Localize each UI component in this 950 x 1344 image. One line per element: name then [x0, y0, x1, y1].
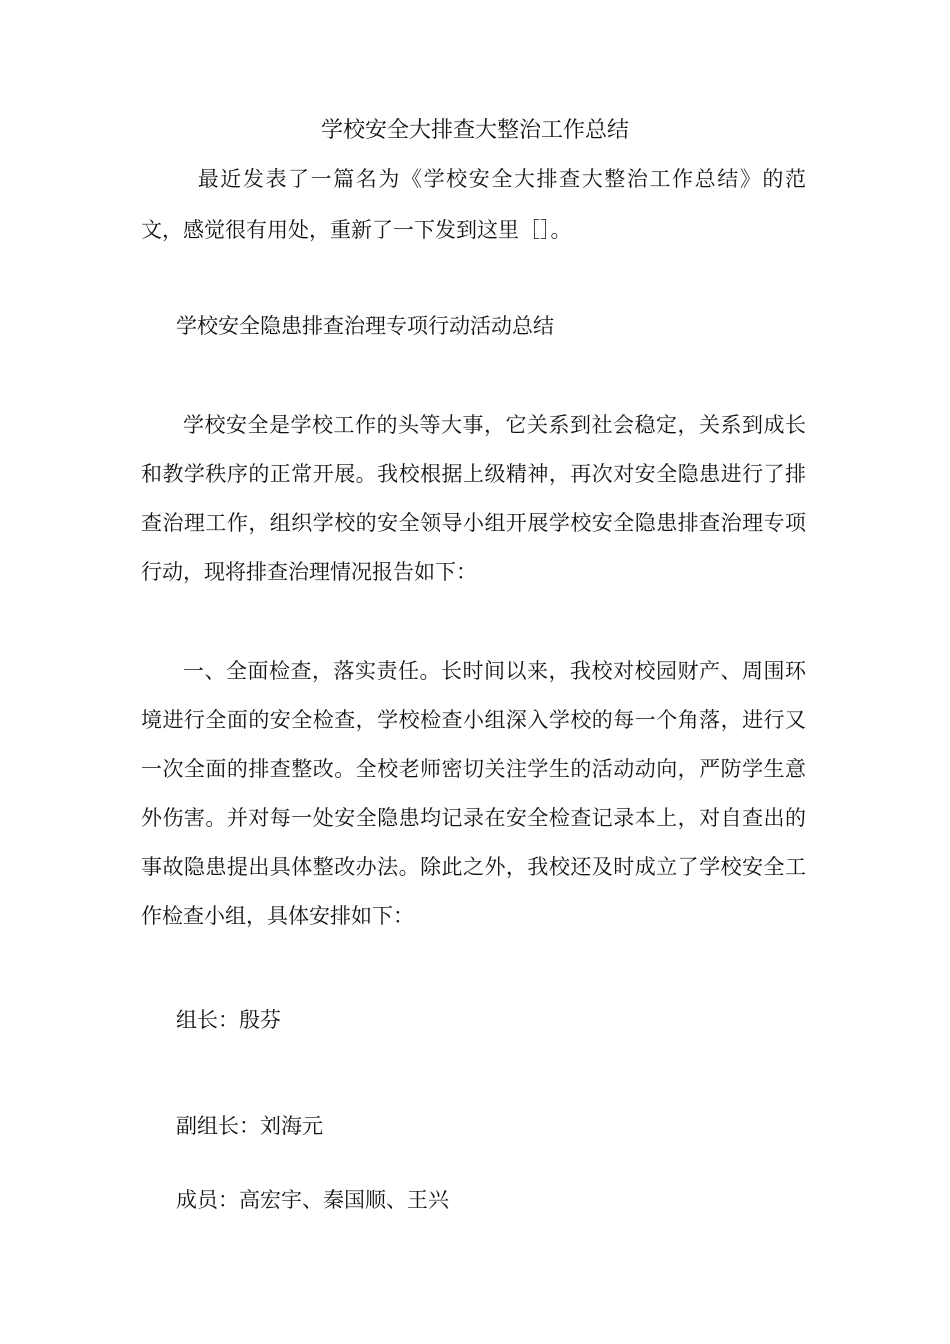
members-line: 成员：高宏宇、秦国顺、王兴 [176, 1188, 449, 1212]
body-paragraph-2: 一、全面检查，落实责任。长时间以来，我校对校园财产、周围环境进行全面的安全检查，学校检查小组深入学校的每一个角落，进行又一次全面的排查整改。全校老师密切关注学生的活动动向，严防学生意外伤害。并对每一处安全隐患均记录在安全检查记录本上，对自查出的事故隐患提出具体整改办法。除此之外，我校还及时成立了学校安全工作检查小组，具体安排如下： [141, 659, 806, 928]
group-leader-line: 组长：殷芬 [176, 1008, 281, 1032]
intro-paragraph: 最近发表了一篇名为《学校安全大排查大整治工作总结》的范文，感觉很有用处，重新了一下发到这里［］。 [141, 167, 806, 242]
deputy-leader-line: 副组长：刘海元 [176, 1114, 323, 1138]
document-title: 学校安全大排查大整治工作总结 [320, 118, 629, 143]
section-subtitle: 学校安全隐患排查治理专项行动活动总结 [176, 314, 554, 338]
body-paragraph-1: 学校安全是学校工作的头等大事，它关系到社会稳定，关系到成长和教学秩序的正常开展。我校根据上级精神，再次对安全隐患进行了排查治理工作，组织学校的安全领导小组开展学校安全隐患排查治理专项行动，现将排查治理情况报告如下： [141, 413, 806, 584]
